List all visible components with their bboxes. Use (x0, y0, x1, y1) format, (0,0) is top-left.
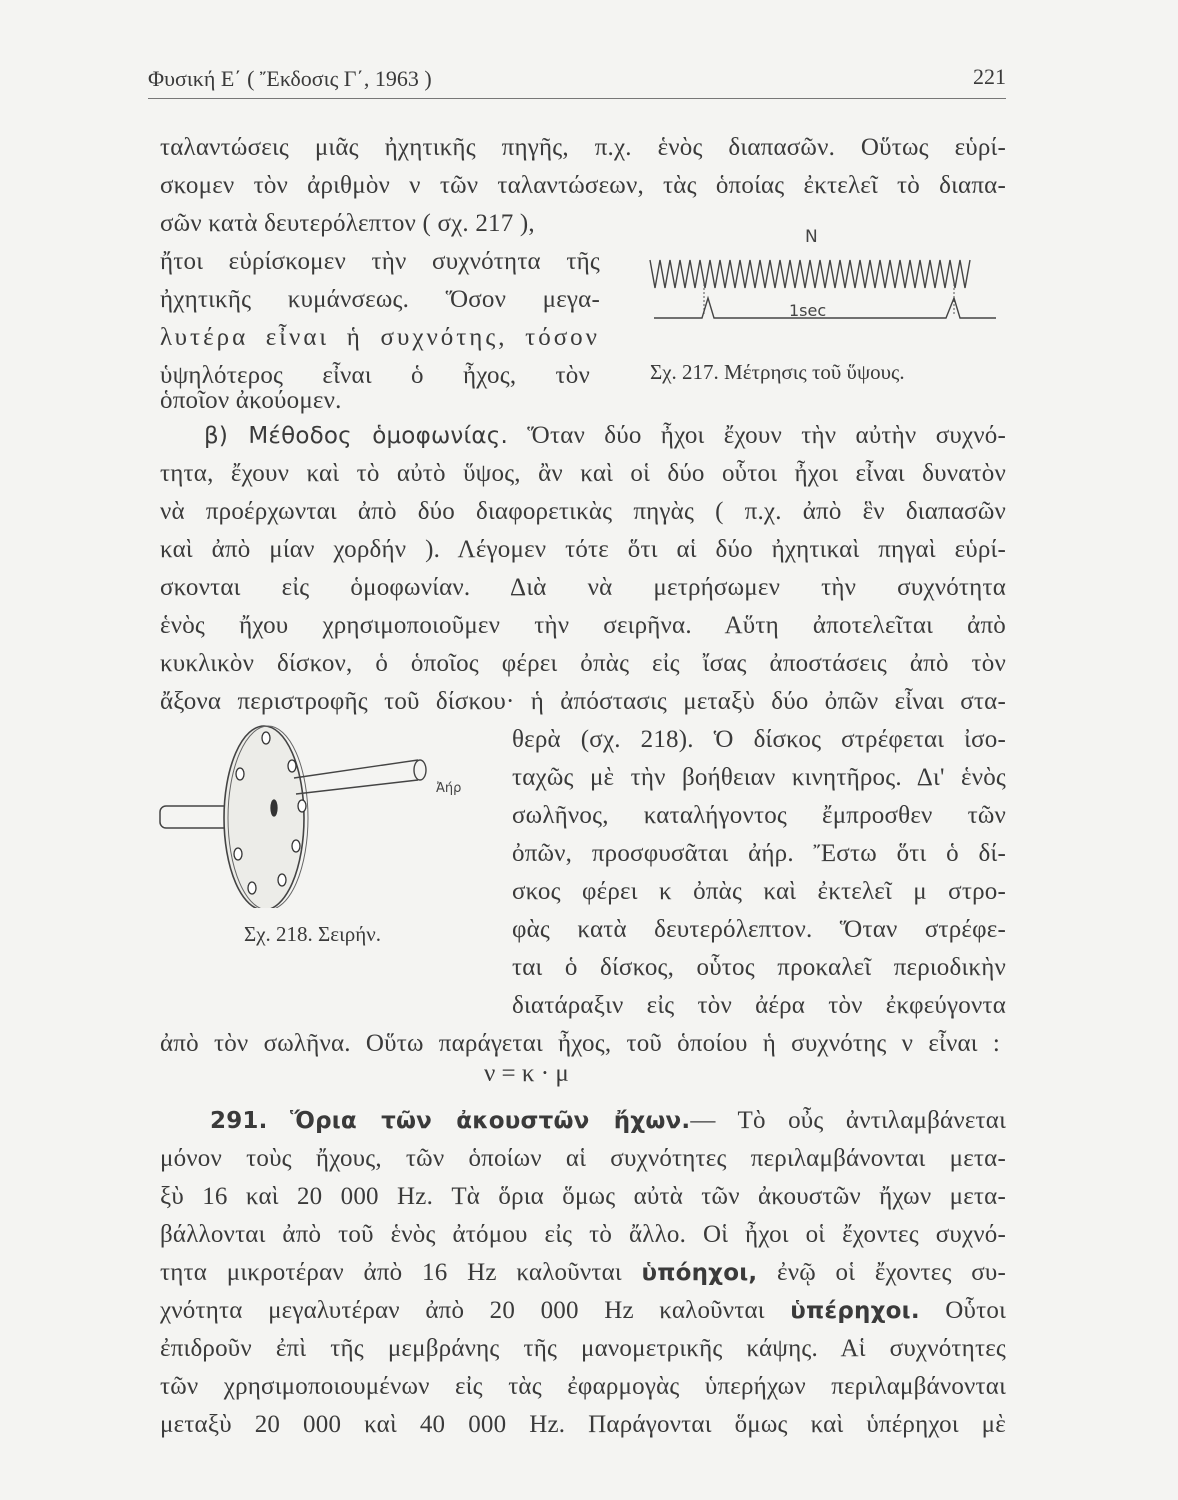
text-line: ἠχητικῆς κυμάνσεως. Ὅσον μεγα- (160, 286, 600, 313)
figure-217-waveform (624, 218, 1004, 328)
text-line: ἀπὸ τὸν σωλῆνα. Οὕτω παράγεται ἦχος, τοῦ ὁποίου ἡ συχνότης ν εἶναι : (160, 1030, 1000, 1057)
air-tube (294, 760, 418, 794)
text-line: καὶ ἀπὸ μίαν χορδήν ). Λέγομεν τότε ὅτι αἱ δύο ἠχητικαὶ πηγαὶ εὑρί- (160, 536, 1006, 563)
text-line: μόνον τοὺς ἤχους, τῶν ὁποίων αἱ συχνότητες περιλαμβάνονται μετα- (160, 1145, 1006, 1172)
text-line: ἤτοι εὑρίσκομεν τὴν συχνότητα τῆς (160, 248, 600, 275)
text-line: ὁποῖον ἀκούομεν. (160, 387, 342, 414)
text-line: β) Μέθοδος ὁμοφωνίας. Ὅταν δύο ἦχοι ἔχουν τὴν αὐτὴν συχνό- (204, 422, 1006, 449)
siren-formula: ν = κ · μ (484, 1060, 569, 1087)
text-line: σκος φέρει κ ὀπὰς καὶ ἐκτελεῖ μ στρο- (512, 878, 1006, 905)
section-title: Ὅρια τῶν ἀκουστῶν ἤχων. (290, 1108, 691, 1134)
text-line: νὰ προέρχωνται ἀπὸ δύο διαφορετικὰς πηγὰς ( π.χ. ἀπὸ ἓν διαπασῶν (160, 498, 1006, 525)
siren-disk (224, 726, 304, 908)
page-number: 221 (973, 64, 1006, 89)
text-line: ται ὁ δίσκος, οὗτος προκαλεῖ περιοδικὴν (512, 954, 1006, 981)
text-line: τητα μικροτέραν ἀπὸ 16 Hz καλοῦνται ὑπόηχοι, ἐνῷ οἱ ἔχοντες συ- (160, 1259, 1007, 1286)
text-line: σῶν κατὰ δευτερόλεπτον ( σχ. 217 ), (160, 210, 535, 237)
text-line: κυκλικὸν δίσκον, ὁ ὁποῖος φέρει ὀπὰς εἰς ἴσας ἀποστάσεις ἀπὸ τὸν (160, 650, 1006, 677)
term-infrasound: ὑπόηχοι, (641, 1260, 758, 1286)
text-line: σκονται εἰς ὁμοφωνίαν. Διὰ νὰ μετρήσωμεν τὴν συχνότητα (160, 574, 1006, 601)
text-line: τῶν χρησιμοποιουμένων εἰς τὰς ἐφαρμογὰς ὑπερήχων περιλαμβάνονται (160, 1373, 1006, 1400)
section-number: 291. (210, 1108, 268, 1134)
text-line: διατάραξιν εἰς τὸν ἀέρα τὸν ἐκφεύγοντα (512, 992, 1006, 1019)
figure-218-caption: Σχ. 218. Σειρήν. (244, 922, 381, 946)
section-291-heading: 291. Ὅρια τῶν ἀκουστῶν ἤχων.— Τὸ οὖς ἀντιλαμβάνεται (160, 1103, 1006, 1139)
text-line: ὀπῶν, προσφυσᾶται ἀήρ. Ἔστω ὅτι ὁ δί- (512, 840, 1006, 867)
text-line: χνότητα μεγαλυτέραν ἀπὸ 20 000 Hz καλοῦνται ὑπέρηχοι. Οὗτοι (160, 1297, 1007, 1324)
text-line: σωλῆνος, καταλήγοντος ἔμπροσθεν τῶν (512, 802, 1006, 829)
text-line: ξὺ 16 καὶ 20 000 Hz. Τὰ ὅρια ὅμως αὐτὰ τῶν ἀκουστῶν ἤχων μετα- (160, 1183, 1006, 1210)
text-line: φὰς κατὰ δευτερόλεπτον. Ὅταν στρέφε- (512, 916, 1006, 943)
text-line: ταλαντώσεις μιᾶς ἠχητικῆς πηγῆς, π.χ. ἑνὸς διαπασῶν. Οὕτως εὑρί- (160, 134, 1006, 161)
text-line: ταχῶς μὲ τὴν βοήθειαν κινητῆρος. Δι' ἑνὸς (512, 764, 1006, 791)
page-header (148, 64, 1006, 99)
term-ultrasound: ὑπέρηχοι. (790, 1298, 920, 1324)
text-line: ἑνὸς ἤχου χρησιμοποιοῦμεν τὴν σειρῆνα. Αὕτη ἀποτελεῖται ἀπὸ (160, 612, 1006, 639)
running-title: Φυσική Ε΄ ( Ἔκδοσις Γ΄, 1963 ) (148, 66, 432, 91)
text-line: θερὰ (σχ. 218). Ὁ δίσκος στρέφεται ἰσο- (512, 726, 1006, 753)
text-line: βάλλονται ἀπὸ τοῦ ἑνὸς ἀτόμου εἰς τὸ ἄλλο. Οἱ ἦχοι οἱ ἔχοντες συχνό- (160, 1221, 1006, 1248)
label-1sec: 1sec (789, 301, 827, 320)
label-air: Ἀήρ (436, 781, 462, 796)
sound-wave-trace (650, 260, 970, 288)
label-n: N (805, 227, 818, 247)
text-line: ἄξονα περιστροφῆς τοῦ δίσκου· ἡ ἀπόστασις μεταξὺ δύο ὀπῶν εἶναι στα- (160, 688, 1006, 715)
text-line: ἐπιδροῦν ἐπὶ τῆς μεμβράνης τῆς μανομετρικῆς κάψης. Αἱ συχνότητες (160, 1335, 1006, 1362)
text-line: ὑψηλότερος εἶναι ὁ ἦχος, τὸν (160, 362, 590, 389)
figure-217-caption: Σχ. 217. Μέτρησις τοῦ ὕψους. (650, 360, 905, 384)
text-line: τητα, ἔχουν καὶ τὸ αὐτὸ ὕψος, ἂν καὶ οἱ δύο οὗτοι ἦχοι εἶναι δυνατὸν (160, 460, 1006, 487)
text-line: μεταξὺ 20 000 καὶ 40 000 Hz. Παράγονται ὅμως καὶ ὑπέρηχοι μὲ (160, 1411, 1006, 1438)
figure-218-siren (156, 718, 476, 908)
text-line: λυτέρα εἶναι ἡ συχνότης, τόσον (160, 324, 600, 351)
text-line: σκομεν τὸν ἀριθμὸν ν τῶν ταλαντώσεων, τὰς ὁποίας ἐκτελεῖ τὸ διαπα- (160, 172, 1006, 199)
